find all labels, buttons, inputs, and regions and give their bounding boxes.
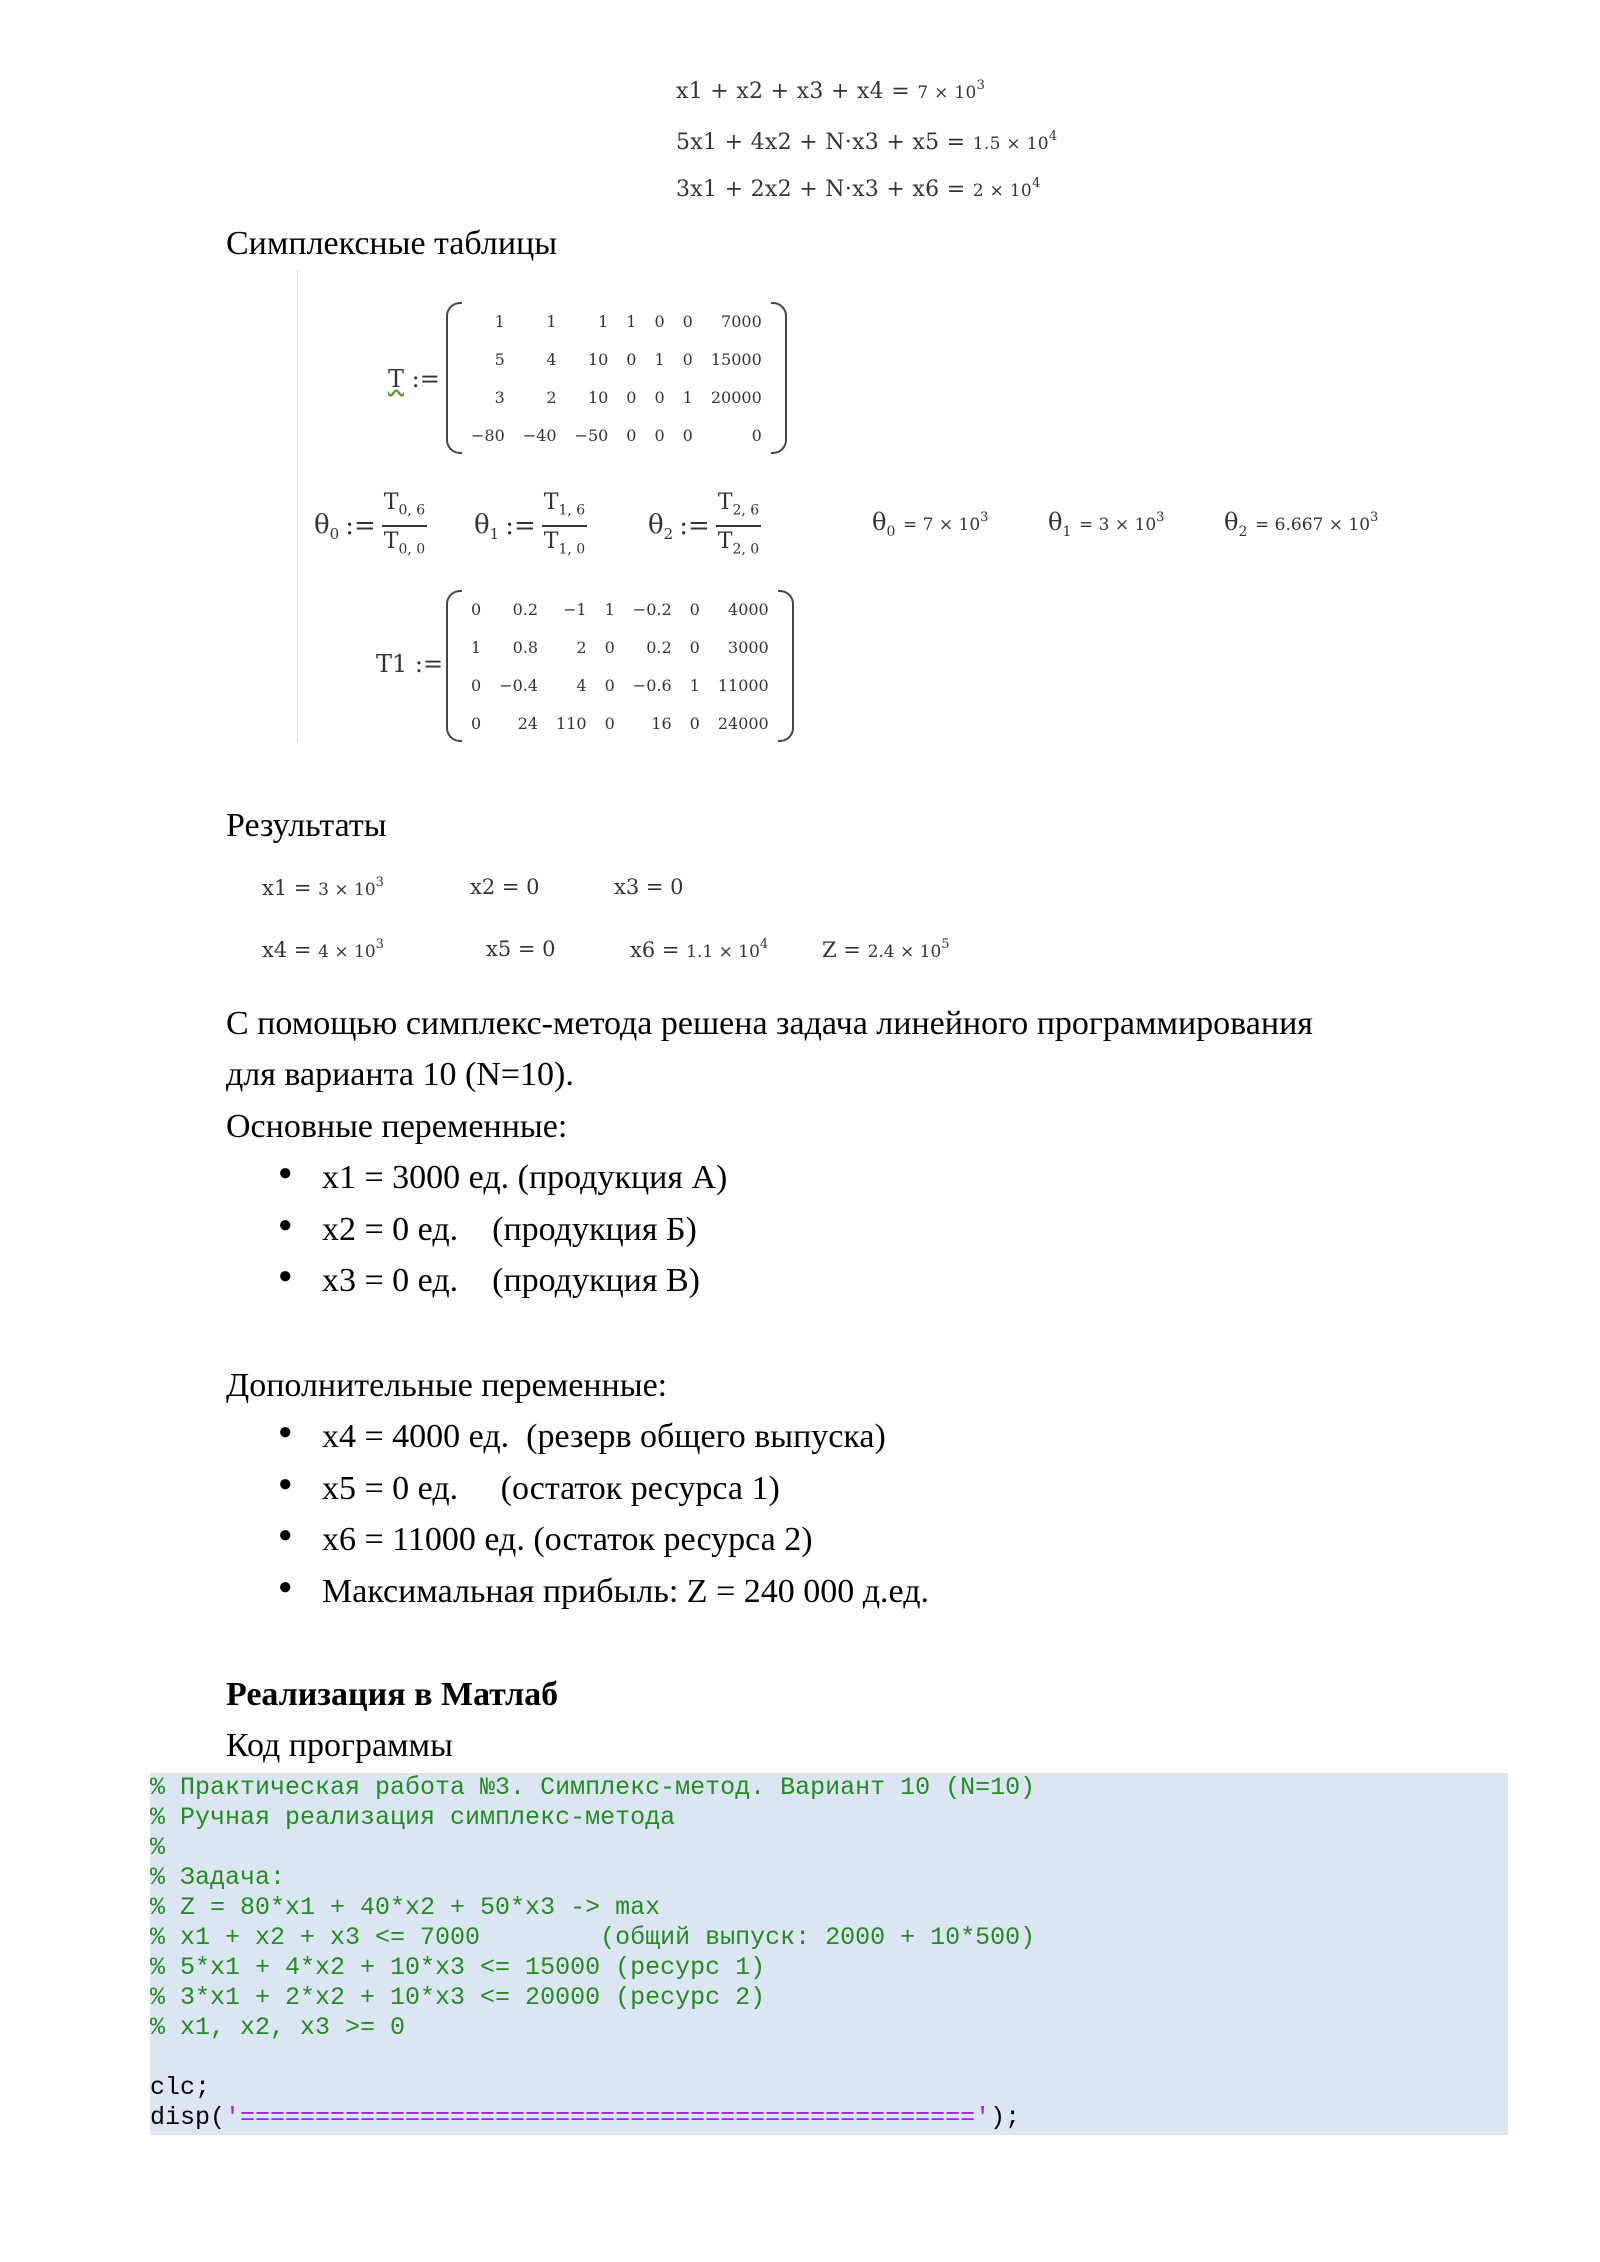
bullet-icon: ●	[278, 1263, 293, 1289]
theta-result	[1224, 508, 1378, 540]
exponent: 4	[759, 937, 769, 952]
extra-var-item: x4 = 4000 ед. (резерв общего выпуска)	[322, 1418, 886, 1455]
matrix-cell: 11000	[717, 675, 769, 695]
matrix-cell: 0	[626, 349, 637, 369]
equation-lhs: 3x1 + 2x2 + N·x3 + x6 =	[676, 177, 966, 202]
theta-value: = 6.667 × 10	[1255, 515, 1371, 535]
matrix-cell: −0.6	[632, 675, 672, 695]
theta-symbol: $\theta_2$	[1224, 508, 1248, 540]
exponent: 3	[980, 510, 989, 525]
extra-var-item: x5 = 0 ед. (остаток ресурса 1)	[322, 1470, 780, 1507]
numerator: $T_{1, 6}$	[542, 488, 587, 527]
result-x6	[630, 937, 768, 962]
matrix-cell: −0.2	[632, 599, 672, 619]
matrix-cell: 0	[626, 387, 637, 407]
matrix-cell: 1	[494, 311, 505, 331]
left-paren	[446, 302, 462, 454]
theta-value: = 7 × 10	[903, 515, 981, 535]
result-label: x4 =	[262, 938, 312, 962]
numerator: $T_{0, 6}$	[382, 488, 427, 527]
summary-line-1: С помощью симплекс-метода решена задача линейного программирования	[226, 1005, 1313, 1042]
theta-definition	[314, 488, 427, 565]
matrix-cell: 110	[556, 713, 587, 733]
matrix-cell: 0	[682, 311, 693, 331]
assign-operator: :=	[411, 365, 440, 393]
exponent: 3	[1370, 510, 1379, 525]
section-heading-simplex: Симплексные таблицы	[226, 225, 558, 262]
bullet-icon: ●	[278, 1522, 293, 1548]
constraint-equation-3	[676, 176, 1041, 202]
right-paren	[771, 302, 787, 454]
matrix-cell: 0	[654, 387, 665, 407]
code-disp-call: disp(	[150, 2103, 226, 2132]
matrix-cell: 0	[626, 425, 637, 445]
result-x3: x3 = 0	[614, 875, 684, 899]
matrix-cell: 16	[651, 713, 672, 733]
matrix-cell: 0.2	[646, 637, 672, 657]
matrix-t1-label	[376, 650, 443, 678]
result-label: x6 =	[630, 938, 680, 962]
fraction	[542, 488, 587, 565]
matrix-t1-name: T1	[376, 650, 408, 678]
main-var-item: x2 = 0 ед. (продукция Б)	[322, 1211, 697, 1248]
code-disp-close: );	[990, 2103, 1021, 2132]
matrix-cell: 0	[654, 425, 665, 445]
matrix-cell: 4	[576, 675, 587, 695]
matrix-cell: 0	[604, 675, 615, 695]
theta-definition	[648, 488, 761, 565]
matrix-t-label	[388, 365, 440, 393]
extra-var-item: Максимальная прибыль: Z = 240 000 д.ед.	[322, 1573, 929, 1610]
theta-symbol: $\theta_1$	[1048, 508, 1072, 540]
matrix-row	[462, 590, 778, 628]
result-value: 1.1 × 10	[686, 942, 760, 962]
constraint-equation-1	[676, 78, 985, 104]
bullet-icon: ●	[278, 1419, 293, 1445]
matrix-t	[446, 302, 787, 454]
matrix-t-name: T	[388, 365, 405, 393]
main-var-item: x3 = 0 ед. (продукция В)	[322, 1262, 701, 1299]
code-block	[150, 1773, 1508, 2135]
code-string-literal: '================================================='	[225, 2103, 991, 2132]
result-x2: x2 = 0	[470, 875, 540, 899]
matrix-cell: 1	[689, 675, 700, 695]
bullet-icon: ●	[278, 1160, 293, 1186]
equation-lhs: 5x1 + 4x2 + N·x3 + x5 =	[676, 130, 966, 155]
matrix-t1	[446, 590, 794, 742]
matrix-row	[462, 302, 771, 340]
matrix-cell: 24000	[717, 713, 769, 733]
theta-symbol: $\theta_0$	[872, 508, 896, 540]
matrix-cell: 10	[587, 387, 609, 407]
theta-symbol: $\theta_0$	[314, 509, 340, 543]
code-comments: % Практическая работа №3. Симплекс-метод. Вариант 10 (N=10) % Ручная реализация симплекс-метода % % Задача: % Z = 80*x1 + 40*x2 + 50*x3 -> max % x1 + x2 + x3 <= 7000 (общий выпуск: 2000 + 10*500) % 5*x1 + 4*x2 + 10*x3 <= 15000 (ресурс 1) % 3*x1 + 2*x2 + 10*x3 <= 20000 (ресурс 2) % x1, x2, x3 >= 0	[150, 1773, 1036, 2042]
matrix-cell: −40	[522, 425, 557, 445]
matrix-cell: 1	[682, 387, 693, 407]
equation-lhs: x1 + x2 + x3 + x4 =	[676, 79, 911, 104]
denominator: $T_{2, 0}$	[717, 529, 760, 558]
matrix-cell: 0	[751, 425, 762, 445]
result-label: x1 =	[262, 876, 312, 900]
matrix-cell: 1	[598, 311, 609, 331]
equation-rhs: 7 × 10	[917, 83, 977, 103]
theta-symbol: $\theta_1$	[474, 509, 500, 543]
fraction	[382, 488, 427, 565]
summary-line-2: для варианта 10 (N=10).	[226, 1056, 574, 1093]
matrix-cell: 15000	[710, 349, 762, 369]
code-heading: Код программы	[226, 1727, 453, 1764]
matrix-cell: 0	[689, 599, 700, 619]
matrix-cell: 7000	[721, 311, 762, 331]
result-value: 3 × 10	[318, 880, 376, 900]
main-vars-heading: Основные переменные:	[226, 1108, 568, 1145]
matrix-cell: 0	[654, 311, 665, 331]
assign-operator: :=	[679, 511, 710, 542]
matrix-cell: 0	[689, 713, 700, 733]
assign-operator: :=	[505, 511, 536, 542]
theta-value: = 3 × 10	[1079, 515, 1157, 535]
theta-result	[1048, 508, 1164, 540]
matrix-cell: 0	[682, 425, 693, 445]
code-blank-line	[150, 2043, 1508, 2073]
matrix-row	[462, 704, 778, 742]
exponent: 5	[941, 937, 950, 952]
equation-rhs: 2 × 10	[972, 181, 1033, 201]
worksheet-border	[297, 270, 298, 742]
matrix-cell: −0.4	[499, 675, 539, 695]
result-x1	[262, 875, 384, 900]
assign-operator: :=	[345, 511, 376, 542]
exponent: 4	[1048, 129, 1058, 144]
matrix-row	[462, 378, 771, 416]
assign-operator: :=	[414, 650, 444, 678]
code-line-disp	[150, 2103, 1508, 2133]
bullet-icon: ●	[278, 1212, 293, 1238]
matrix-cell: 0	[689, 637, 700, 657]
exponent: 3	[375, 875, 384, 890]
exponent: 3	[1156, 510, 1165, 525]
matrix-t-table	[462, 302, 771, 454]
right-paren	[778, 590, 794, 742]
denominator: $T_{0, 0}$	[383, 529, 426, 558]
matrix-cell: 0	[682, 349, 693, 369]
matrix-cell: 20000	[710, 387, 762, 407]
matrix-cell: 10	[587, 349, 609, 369]
matrix-cell: 1	[654, 349, 665, 369]
code-line-clc: clc;	[150, 2073, 211, 2102]
matrix-cell: 0	[604, 713, 615, 733]
matrix-cell: 2	[546, 387, 557, 407]
matrix-cell: 1	[604, 599, 615, 619]
matlab-heading: Реализация в Матлаб	[226, 1676, 559, 1713]
exponent: 3	[375, 937, 384, 952]
result-value: 2.4 × 10	[867, 942, 942, 962]
constraint-equation-2	[676, 129, 1057, 155]
matrix-cell: −80	[471, 425, 505, 445]
matrix-cell: 24	[517, 713, 539, 733]
matrix-row	[462, 416, 771, 454]
matrix-cell: 0	[471, 675, 482, 695]
matrix-cell: 1	[471, 637, 482, 657]
matrix-cell: −50	[574, 425, 609, 445]
matrix-cell: 0	[471, 599, 482, 619]
matrix-cell: 4	[546, 349, 557, 369]
matrix-cell: 3	[494, 387, 505, 407]
extra-vars-heading: Дополнительные переменные:	[226, 1367, 668, 1404]
matrix-cell: −1	[563, 599, 587, 619]
extra-var-item: x6 = 11000 ед. (остаток ресурса 2)	[322, 1521, 813, 1558]
matrix-row	[462, 666, 778, 704]
matrix-t1-table	[462, 590, 778, 742]
matrix-row	[462, 628, 778, 666]
matrix-cell: 0.2	[512, 599, 539, 619]
exponent: 3	[976, 78, 986, 93]
equation-rhs: 1.5 × 10	[972, 134, 1049, 154]
result-z	[822, 937, 950, 962]
matrix-cell: 1	[626, 311, 637, 331]
result-value: 4 × 10	[318, 942, 376, 962]
left-paren	[446, 590, 462, 742]
theta-definition	[474, 488, 587, 565]
matrix-cell: 0	[604, 637, 615, 657]
exponent: 4	[1032, 176, 1041, 191]
theta-result	[872, 508, 988, 540]
fraction	[716, 488, 761, 565]
matrix-cell: 3000	[728, 637, 769, 657]
result-label: Z =	[822, 938, 861, 962]
numerator: $T_{2, 6}$	[716, 488, 761, 527]
matrix-cell: 2	[576, 637, 587, 657]
bullet-icon: ●	[278, 1471, 293, 1497]
section-heading-results: Результаты	[226, 807, 387, 844]
matrix-row	[462, 340, 771, 378]
main-var-item: x1 = 3000 ед. (продукция А)	[322, 1159, 728, 1196]
matrix-cell: 1	[546, 311, 557, 331]
result-x4	[262, 937, 384, 962]
matrix-cell: 0.8	[512, 637, 539, 657]
theta-symbol: $\theta_2$	[648, 509, 674, 543]
denominator: $T_{1, 0}$	[543, 529, 586, 558]
matrix-cell: 0	[471, 713, 482, 733]
matrix-cell: 4000	[728, 599, 769, 619]
bullet-icon: ●	[278, 1574, 293, 1600]
matrix-cell: 5	[494, 349, 505, 369]
result-x5: x5 = 0	[486, 937, 556, 961]
